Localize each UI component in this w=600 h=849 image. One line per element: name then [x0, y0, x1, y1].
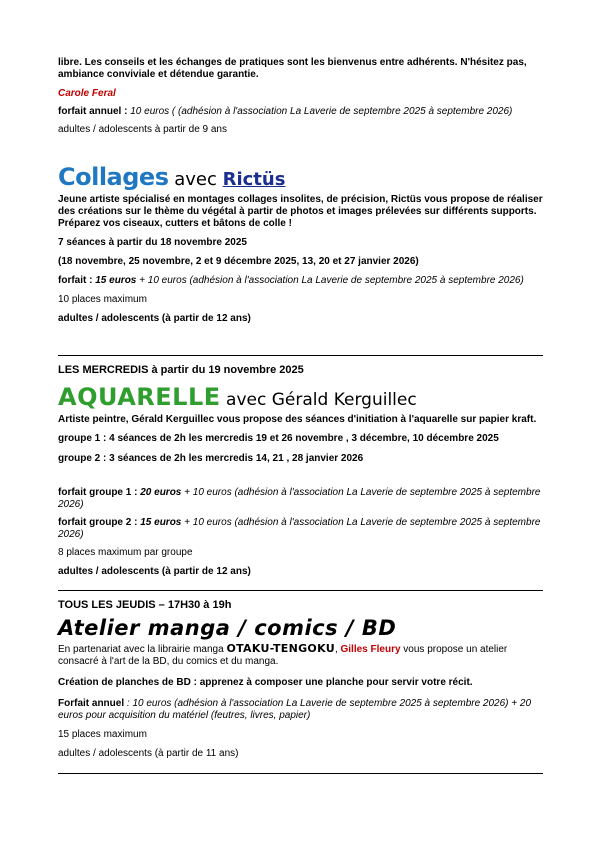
manga-creation: Création de planches de BD : apprenez à composer une planche pour servir votre récit. [58, 677, 473, 688]
collages-sessions: 7 séances à partir du 18 novembre 2025 [58, 237, 247, 248]
partner-shop: OTAKU-TENGOKU [226, 642, 335, 655]
forfait-rest: + 10 euros (adhésion à l'association La Laverie de septembre 2025 à septembre 2026) [136, 275, 524, 286]
collages-audience: adultes / adolescents (à partir de 12 ans) [58, 313, 251, 324]
collages-artist: Rictüs [222, 169, 286, 190]
intro-forfait [58, 106, 543, 118]
jeudis-heading: TOUS LES JEUDIS – 17H30 à 19h [58, 599, 232, 611]
aquarelle-forfait2 [58, 517, 543, 541]
document-page [58, 57, 543, 774]
forfait-price: 20 euros [137, 487, 182, 498]
aquarelle-description: Artiste peintre, Gérald Kerguillec vous propose des séances d'initiation à l'aquarelle sur papier kraft. [58, 414, 537, 425]
forfait-price: 15 euros [137, 517, 182, 528]
forfait-value: 10 euros ( (adhésion à l'association La Laverie de septembre 2025 à septembre 2026) [127, 106, 513, 117]
teacher-name: Carole Feral [58, 88, 116, 99]
forfait-rest: + 10 euros (adhésion à l'association La Laverie de septembre 2025 à septembre 2026) [58, 487, 541, 510]
forfait-label: forfait groupe 1 : [58, 487, 138, 498]
forfait-rest: + 10 euros (adhésion à l'association La Laverie de septembre 2025 à septembre 2026) [58, 517, 541, 540]
partner-intro: En partenariat avec la librairie manga [58, 644, 227, 655]
manga-forfait [58, 698, 543, 722]
aquarelle-artist: avec Gérald Kerguillec [220, 390, 417, 410]
manga-audience: adultes / adolescents (à partir de 11 ans) [58, 748, 239, 759]
aquarelle-groupe2: groupe 2 : 3 séances de 2h les mercredis 14, 21 , 28 janvier 2026 [58, 453, 364, 464]
manga-title [58, 616, 543, 640]
aquarelle-forfait1 [58, 487, 543, 511]
partner-separator: , [334, 644, 341, 655]
forfait-value: : 10 euros (adhésion à l'association La Laverie de septembre 2025 à septembre 2026) + 20 euros pour acquisition du matériel (feutres, livres, papier) [58, 698, 532, 721]
forfait-label: forfait groupe 2 : [58, 517, 138, 528]
collages-description: Jeune artiste spécialisé en montages collages insolites, de précision, Rictüs vous propose de réaliser des créations sur le thème du végétal à partir de photos et images prélevées sur différents supports. Préparez vos ciseaux, cutters et bâtons de colle ! [58, 194, 543, 229]
forfait-label: forfait : [58, 275, 93, 286]
collages-places: 10 places maximum [58, 294, 147, 305]
manga-places: 15 places maximum [58, 729, 147, 740]
partner-name: Gilles Fleury [340, 644, 401, 655]
collages-forfait [58, 275, 543, 287]
manga-partner [58, 643, 543, 668]
aquarelle-groupe1: groupe 1 : 4 séances de 2h les mercredis 19 et 26 novembre , 3 décembre, 10 décembre 2025 [58, 433, 499, 444]
aquarelle-title [58, 383, 543, 411]
mercredis-heading: LES MERCREDIS à partir du 19 novembre 2025 [58, 364, 304, 376]
aquarelle-audience: adultes / adolescents (à partir de 12 ans) [58, 566, 251, 577]
collages-title [58, 163, 543, 191]
intro-audience: adultes / adolescents à partir de 9 ans [58, 124, 227, 135]
section-divider [58, 355, 543, 356]
aquarelle-places: 8 places maximum par groupe [58, 547, 193, 558]
collages-dates: (18 novembre, 25 novembre, 2 et 9 décembre 2025, 13, 20 et 27 janvier 2026) [58, 256, 419, 267]
collages-title-text: Collages [58, 163, 169, 191]
aquarelle-title-text: AQUARELLE [58, 383, 221, 411]
manga-title-text: Atelier manga / comics / BD [58, 616, 397, 640]
forfait-label: forfait annuel : [58, 106, 128, 117]
intro-text: libre. Les conseils et les échanges de pratiques sont les bienvenus entre adhérents. N'hésitez pas, ambiance conviviale et détendue garantie. [58, 57, 527, 80]
forfait-label: Forfait annuel [58, 698, 125, 709]
collages-avec: avec [168, 169, 223, 190]
section-divider [58, 773, 543, 774]
forfait-price: 15 euros [92, 275, 137, 286]
section-divider [58, 590, 543, 591]
partner-outro: vous propose un atelier consacré à l'art de la BD, du comics et du manga. [58, 644, 508, 667]
